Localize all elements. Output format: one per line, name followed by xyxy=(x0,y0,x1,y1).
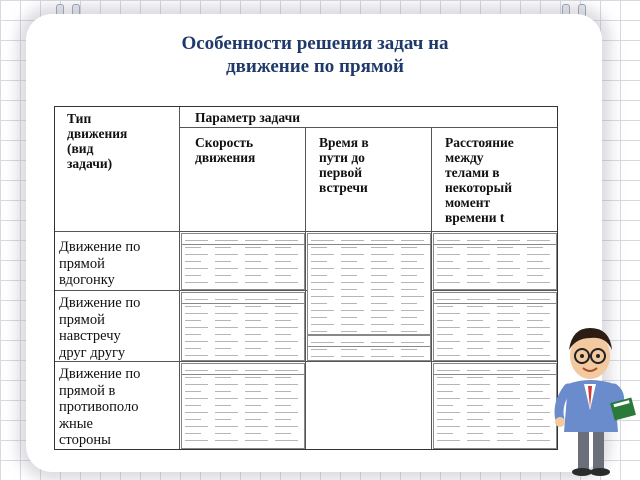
mini-table-line xyxy=(437,412,460,413)
mini-table-line xyxy=(215,419,231,420)
mini-table-line xyxy=(245,282,268,283)
mini-table-divider xyxy=(434,244,556,245)
mini-table-line xyxy=(215,247,231,248)
mini-table-line xyxy=(311,268,334,269)
mini-table-line xyxy=(311,254,334,255)
col-header-time: Время в пути до первой встречи xyxy=(319,135,369,195)
mini-table-line xyxy=(401,296,424,297)
mini-table-line xyxy=(245,261,261,262)
mini-table-line xyxy=(341,268,364,269)
mini-table-line xyxy=(437,419,453,420)
mini-table-line xyxy=(467,391,483,392)
mini-table-line xyxy=(437,370,460,371)
mini-table-line xyxy=(467,327,490,328)
mini-table-line xyxy=(467,377,483,378)
mini-table-line xyxy=(527,282,550,283)
mini-table-line xyxy=(437,306,453,307)
mini-table-line xyxy=(371,303,387,304)
mini-table-line xyxy=(497,440,520,441)
slide-title xyxy=(30,32,600,78)
mini-table-line xyxy=(437,341,460,342)
mini-table-line xyxy=(341,342,364,343)
mini-table-line xyxy=(467,275,483,276)
mini-table-line xyxy=(215,405,231,406)
mini-table-line xyxy=(275,440,298,441)
mini-table-line xyxy=(371,349,387,350)
mini-table-line xyxy=(437,327,460,328)
mini-table-line xyxy=(437,334,453,335)
mini-table-line xyxy=(275,327,298,328)
mini-table-line xyxy=(527,240,550,241)
mini-table-line xyxy=(467,433,483,434)
mini-table-line xyxy=(311,317,327,318)
mini-table-line xyxy=(497,282,520,283)
mini-table-line xyxy=(215,334,231,335)
mini-table-line xyxy=(437,384,460,385)
mini-table-line xyxy=(497,398,520,399)
mini-table-line xyxy=(497,405,513,406)
mini-table-line xyxy=(215,275,231,276)
mini-table-line xyxy=(275,355,298,356)
mini-table-line xyxy=(467,370,490,371)
mini-table-line xyxy=(245,299,268,300)
param-header: Параметр задачи xyxy=(195,110,300,125)
mini-table-line xyxy=(311,247,327,248)
mini-table-line xyxy=(275,341,298,342)
mini-table-line xyxy=(401,356,424,357)
mini-table-line xyxy=(275,419,291,420)
mini-table-line xyxy=(401,254,424,255)
mini-table-line xyxy=(497,320,513,321)
mini-table-line xyxy=(215,299,238,300)
mini-table-line xyxy=(401,303,417,304)
mini-table-line xyxy=(467,412,490,413)
mini-table-line xyxy=(245,348,261,349)
mini-table-line xyxy=(245,433,261,434)
mini-table-line xyxy=(401,342,424,343)
mini-table-line xyxy=(185,247,201,248)
mini-table-thumbnail xyxy=(307,335,431,361)
mini-table-line xyxy=(245,268,268,269)
mini-table-line xyxy=(341,254,364,255)
mini-table-line xyxy=(275,282,298,283)
mini-table-line xyxy=(275,377,291,378)
mini-table-line xyxy=(245,426,268,427)
mini-table-line xyxy=(185,268,208,269)
mini-table-line xyxy=(245,275,261,276)
mini-table-line xyxy=(311,303,327,304)
mini-table-line xyxy=(215,391,231,392)
mini-table-line xyxy=(341,261,357,262)
mini-table-line xyxy=(341,356,364,357)
mini-table-line xyxy=(245,327,268,328)
mini-table-line xyxy=(371,268,394,269)
mini-table-line xyxy=(185,261,201,262)
mini-table-line xyxy=(467,384,490,385)
mini-table-line xyxy=(185,282,208,283)
mini-table-divider xyxy=(434,303,556,304)
mini-table-line xyxy=(437,348,453,349)
mini-table-line xyxy=(467,348,483,349)
mini-table-line xyxy=(437,261,453,262)
mini-table-line xyxy=(245,440,268,441)
mini-table-divider xyxy=(434,374,556,375)
mini-table-line xyxy=(215,327,238,328)
mini-table-line xyxy=(437,299,460,300)
title-line: движение по прямой xyxy=(226,56,404,77)
mini-table-line xyxy=(437,282,460,283)
mini-table-line xyxy=(401,289,417,290)
mini-table-line xyxy=(401,282,424,283)
mini-table-line xyxy=(215,370,238,371)
mini-table-line xyxy=(215,426,238,427)
mini-table-line xyxy=(311,310,334,311)
type-header: Тип движения (вид задачи) xyxy=(67,111,128,171)
mini-table-line xyxy=(497,355,520,356)
mini-table-line xyxy=(185,440,208,441)
mini-table-line xyxy=(185,327,208,328)
mini-table-line xyxy=(527,268,550,269)
mini-table-line xyxy=(437,275,453,276)
mini-table-line xyxy=(401,247,417,248)
mini-table-line xyxy=(371,310,394,311)
mini-table-line xyxy=(311,275,327,276)
mini-table-line xyxy=(275,261,291,262)
mini-table-line xyxy=(215,398,238,399)
mini-table-line xyxy=(341,289,357,290)
mini-table-line xyxy=(467,282,490,283)
mini-table-line xyxy=(275,275,291,276)
mini-table-line xyxy=(245,391,261,392)
mini-table-line xyxy=(527,261,543,262)
mini-table-line xyxy=(185,334,201,335)
mini-table-line xyxy=(401,275,417,276)
mini-table-line xyxy=(467,398,490,399)
mini-table-line xyxy=(497,313,520,314)
mini-table-line xyxy=(215,282,238,283)
mini-table-line xyxy=(497,341,520,342)
mini-table-line xyxy=(311,289,327,290)
mini-table-line xyxy=(311,240,334,241)
mini-table-line xyxy=(275,348,291,349)
mini-table-line xyxy=(497,247,513,248)
mini-table-line xyxy=(245,355,268,356)
mini-table-line xyxy=(371,289,387,290)
mini-table-line xyxy=(275,398,298,399)
mini-table-line xyxy=(497,261,513,262)
mini-table-line xyxy=(215,341,238,342)
mini-table-line xyxy=(497,384,520,385)
mini-table-line xyxy=(275,334,291,335)
mini-table-line xyxy=(245,377,261,378)
mini-table-line xyxy=(497,240,520,241)
mini-table-line xyxy=(275,405,291,406)
mini-table-line xyxy=(467,240,490,241)
mini-table-thumbnail xyxy=(433,363,557,449)
mini-table-line xyxy=(245,370,268,371)
mini-table-line xyxy=(245,313,268,314)
mini-table-line xyxy=(371,275,387,276)
mini-table-line xyxy=(467,440,490,441)
mini-table-line xyxy=(245,334,261,335)
mini-table-thumbnail xyxy=(181,233,305,290)
mini-table-line xyxy=(275,254,298,255)
mini-table-line xyxy=(497,268,520,269)
mini-table-line xyxy=(467,313,490,314)
mini-table-line xyxy=(467,405,483,406)
mini-table-line xyxy=(275,306,291,307)
mini-table-line xyxy=(215,240,238,241)
mini-table-line xyxy=(371,296,394,297)
mini-table-line xyxy=(341,303,357,304)
mini-table-line xyxy=(311,331,327,332)
mini-table-line xyxy=(497,426,520,427)
mini-table-line xyxy=(311,356,334,357)
mini-table-thumbnail xyxy=(433,292,557,361)
mini-table-line xyxy=(275,384,298,385)
mini-table-line xyxy=(245,384,268,385)
mini-table-line xyxy=(341,310,364,311)
mini-table-line xyxy=(497,348,513,349)
mini-table-line xyxy=(497,370,520,371)
mini-table-line xyxy=(311,261,327,262)
mini-table-line xyxy=(275,313,298,314)
mini-table-line xyxy=(185,419,201,420)
mini-table-line xyxy=(371,247,387,248)
mini-table-line xyxy=(185,384,208,385)
mini-table-line xyxy=(311,296,334,297)
mini-table-thumbnail xyxy=(181,292,305,361)
mini-table-line xyxy=(437,313,460,314)
mini-table-line xyxy=(527,254,550,255)
mini-table-line xyxy=(185,391,201,392)
mini-table-line xyxy=(437,391,453,392)
mini-table-line xyxy=(401,310,424,311)
mini-table-line xyxy=(311,342,334,343)
mini-table-divider xyxy=(308,346,430,347)
mini-table-line xyxy=(185,405,201,406)
mini-table-line xyxy=(245,419,261,420)
mini-table-line xyxy=(341,240,364,241)
mini-table-line xyxy=(437,433,453,434)
mini-table-divider xyxy=(182,374,304,375)
comparison-table xyxy=(54,106,558,450)
mini-table-line xyxy=(467,268,490,269)
mini-table-line xyxy=(275,247,291,248)
mini-table-line xyxy=(185,377,201,378)
mini-table-line xyxy=(245,240,268,241)
mini-table-line xyxy=(437,398,460,399)
mini-table-line xyxy=(215,306,231,307)
title-line: Особенности решения задач на xyxy=(181,33,449,54)
row-label-catch-up: Движение по прямой вдогонку xyxy=(59,239,141,288)
mini-table-line xyxy=(467,247,483,248)
mini-table-line xyxy=(215,254,238,255)
mini-table-line xyxy=(401,240,424,241)
mini-table-line xyxy=(275,433,291,434)
mini-table-line xyxy=(185,240,208,241)
mini-table-line xyxy=(245,247,261,248)
mini-table-line xyxy=(467,320,483,321)
mini-table-line xyxy=(185,433,201,434)
mini-table-line xyxy=(185,341,208,342)
mini-table-line xyxy=(185,370,208,371)
mini-table-line xyxy=(215,377,231,378)
mini-table-line xyxy=(527,275,543,276)
mini-table-line xyxy=(275,299,298,300)
mini-table-line xyxy=(371,261,387,262)
mini-table-line xyxy=(437,247,453,248)
mini-table-line xyxy=(371,240,394,241)
col-header-distance: Расстояние между телами в некоторый момент времени t xyxy=(445,135,514,225)
mini-table-line xyxy=(275,391,291,392)
mini-table-line xyxy=(497,275,513,276)
mini-table-line xyxy=(371,317,387,318)
mini-table-line xyxy=(497,391,513,392)
mini-table-line xyxy=(467,419,483,420)
mini-table-line xyxy=(185,348,201,349)
mini-table-line xyxy=(275,370,298,371)
mini-table-line xyxy=(215,268,238,269)
mini-table-line xyxy=(467,426,490,427)
mini-table-line xyxy=(467,261,483,262)
mini-table-line xyxy=(245,306,261,307)
mini-table-divider xyxy=(182,244,304,245)
mini-table-line xyxy=(437,240,460,241)
mini-table-line xyxy=(245,254,268,255)
mini-table-line xyxy=(437,426,460,427)
mini-table-line xyxy=(185,426,208,427)
mini-table-line xyxy=(467,334,483,335)
mini-table-line xyxy=(401,317,417,318)
mini-table-line xyxy=(341,275,357,276)
mini-table-thumbnail xyxy=(181,363,305,449)
mini-table-line xyxy=(185,306,201,307)
mini-table-line xyxy=(245,412,268,413)
mini-table-line xyxy=(341,349,357,350)
mini-table-line xyxy=(245,405,261,406)
mini-table-line xyxy=(467,341,490,342)
mini-table-line xyxy=(215,348,231,349)
mini-table-line xyxy=(185,313,208,314)
mini-table-line xyxy=(215,355,238,356)
mini-table-line xyxy=(497,419,513,420)
mini-table-line xyxy=(437,355,460,356)
mini-table-line xyxy=(185,355,208,356)
mini-table-line xyxy=(275,412,298,413)
mini-table-line xyxy=(371,342,394,343)
mini-table-line xyxy=(401,268,424,269)
mini-table-line xyxy=(311,349,327,350)
mini-table-line xyxy=(275,268,298,269)
mini-table-line xyxy=(185,320,201,321)
mini-table-line xyxy=(215,384,238,385)
mini-table-line xyxy=(245,398,268,399)
mini-table-line xyxy=(245,341,268,342)
mini-table-divider xyxy=(308,244,430,245)
mini-table-line xyxy=(371,282,394,283)
mini-table-line xyxy=(437,377,453,378)
mini-table-line xyxy=(437,268,460,269)
mini-table-line xyxy=(185,398,208,399)
mini-table-line xyxy=(311,282,334,283)
mini-table-line xyxy=(401,261,417,262)
row-label-opposite: Движение по прямой в противополо жные стороны xyxy=(59,366,141,448)
mini-table-line xyxy=(341,317,357,318)
mini-table-thumbnail xyxy=(433,233,557,290)
mini-table-line xyxy=(467,299,490,300)
mini-table-line xyxy=(185,412,208,413)
mini-table-line xyxy=(467,355,490,356)
mini-table-line xyxy=(527,247,543,248)
mini-table-line xyxy=(215,313,238,314)
mini-table-line xyxy=(371,331,387,332)
mini-table-line xyxy=(497,254,520,255)
mini-table-line xyxy=(497,377,513,378)
mini-table-line xyxy=(341,296,364,297)
mini-table-thumbnail xyxy=(307,233,431,335)
mini-table-line xyxy=(215,412,238,413)
mini-table-line xyxy=(341,282,364,283)
mini-table-line xyxy=(311,324,334,325)
mini-table-line xyxy=(437,405,453,406)
mini-table-line xyxy=(467,254,490,255)
mini-table-line xyxy=(371,254,394,255)
mini-table-line xyxy=(497,306,513,307)
mini-table-line xyxy=(275,240,298,241)
mini-table-line xyxy=(275,426,298,427)
mini-table-divider xyxy=(182,303,304,304)
mini-table-line xyxy=(341,324,364,325)
mini-table-line xyxy=(467,306,483,307)
mini-table-line xyxy=(215,433,231,434)
mini-table-line xyxy=(275,320,291,321)
mini-table-line xyxy=(371,356,394,357)
mini-table-line xyxy=(401,324,424,325)
row-label-towards: Движение по прямой навстречу друг другу xyxy=(59,295,141,361)
mini-table-line xyxy=(497,334,513,335)
mini-table-line xyxy=(437,320,453,321)
mini-table-line xyxy=(215,320,231,321)
mini-table-line xyxy=(497,412,520,413)
mini-table-line xyxy=(437,254,460,255)
mini-table-line xyxy=(497,327,520,328)
mini-table-line xyxy=(341,247,357,248)
teacher-cartoon-icon xyxy=(540,300,640,480)
mini-table-line xyxy=(185,275,201,276)
mini-table-line xyxy=(401,331,417,332)
col-header-speed: Скорость движения xyxy=(195,135,256,165)
mini-table-line xyxy=(341,331,357,332)
mini-table-line xyxy=(437,440,460,441)
mini-table-line xyxy=(401,349,417,350)
mini-table-line xyxy=(215,261,231,262)
mini-table-line xyxy=(371,324,394,325)
mini-table-line xyxy=(497,299,520,300)
mini-table-line xyxy=(185,254,208,255)
mini-table-line xyxy=(215,440,238,441)
mini-table-line xyxy=(185,299,208,300)
mini-table-line xyxy=(245,320,261,321)
mini-table-line xyxy=(497,433,513,434)
